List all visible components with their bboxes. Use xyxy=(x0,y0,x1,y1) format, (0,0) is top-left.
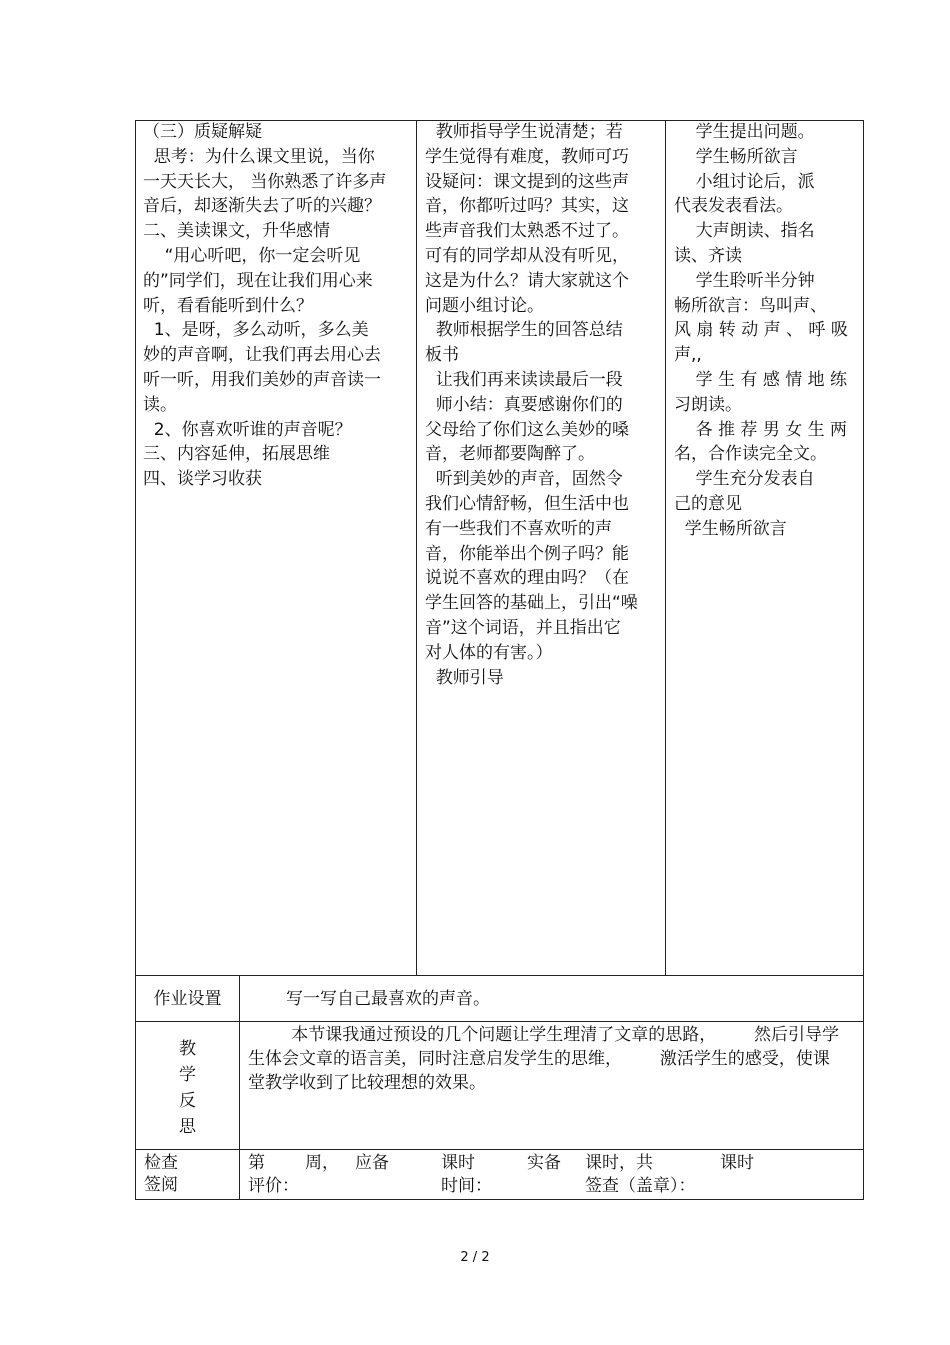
content-line: 学生回答的基础上，引出“噪 xyxy=(425,593,638,614)
content-line: 学生觉得有难度，教师可巧 xyxy=(425,146,629,167)
content-line: 音”这个词语，并且指出它 xyxy=(425,617,621,638)
content-line: 听到美妙的声音，固然令 xyxy=(425,469,623,490)
week-label: 第 xyxy=(248,1153,265,1173)
content-line: 设疑问：课文提到的这些声 xyxy=(425,171,629,192)
content-line: 教师引导 xyxy=(425,667,504,688)
reflection-label-char: 思 xyxy=(179,1117,196,1137)
lesson-hours-unit: 课时 xyxy=(720,1153,754,1173)
content-line: 各 推 荐 男 女 生 两 xyxy=(674,419,848,440)
content-line: “用心听吧，你一定会听见 xyxy=(143,245,361,266)
content-line: 三、内容延伸，拓展思维 xyxy=(143,444,330,465)
row-divider xyxy=(135,1021,864,1022)
content-line: 己的意见 xyxy=(674,493,742,514)
homework-content xyxy=(286,976,846,1021)
content-line: 可有的同学却从没有听见， xyxy=(425,245,629,266)
lesson-hours-label: 课时 xyxy=(441,1153,475,1173)
content-line: 学生畅所欲言 xyxy=(674,518,787,539)
column-divider xyxy=(416,120,417,975)
content-line: 有一些我们不喜欢听的声 xyxy=(425,518,612,539)
page-number: 2 / 2 xyxy=(460,1250,490,1265)
content-line: 这是为什么？请大家就这个 xyxy=(425,270,629,291)
content-line: 2、你喜欢听谁的声音呢？ xyxy=(143,419,352,440)
content-line: 音后，却逐渐失去了听的兴趣？ xyxy=(143,196,381,217)
homework-content-text: 写一写自己最喜欢的声音。 xyxy=(286,988,490,1009)
reflection-label xyxy=(136,1036,239,1140)
week-suffix: 周， xyxy=(305,1153,339,1173)
content-line: 音，你都听过吗？其实，这 xyxy=(425,196,629,217)
content-line: 我们心情舒畅，但生活中也 xyxy=(425,493,629,514)
content-line: 名，合作读完全文。 xyxy=(674,444,827,465)
content-line: 说说不喜欢的理由吗？（在 xyxy=(425,568,629,589)
reflection-content xyxy=(248,1023,860,1095)
lesson-hours-total-label: 课时，共 xyxy=(585,1153,653,1173)
content-line: 教师根据学生的回答总结 xyxy=(425,320,623,341)
column-divider xyxy=(665,120,666,975)
reflection-line: 堂教学收到了比较理想的效果。 xyxy=(248,1073,486,1093)
reflection-line: 本节课我通过预设的几个问题让学生理清了文章的思路， 然后引导学 xyxy=(248,1025,840,1045)
teaching-content-column xyxy=(143,120,413,492)
content-line: 畅所欲言：鸟叫声、 xyxy=(674,295,827,316)
label-divider xyxy=(239,975,240,1200)
content-line: 听，看看能听到什么？ xyxy=(143,295,313,316)
reflection-line: 生体会文章的语言美，同时注意启发学生的思维， 激活学生的感受，使课 xyxy=(248,1049,830,1069)
content-line: 音，老师都要陶醉了。 xyxy=(425,444,595,465)
time-label: 时间： xyxy=(441,1176,492,1196)
content-line: 些声音我们太熟悉不过了。 xyxy=(425,221,629,242)
content-line: 学 生 有 感 情 地 练 xyxy=(674,369,848,390)
content-line: 对人体的有害。） xyxy=(425,642,553,663)
content-line: 父母给了你们这么美妙的嗓 xyxy=(425,419,629,440)
content-line: 大声朗读、指名 xyxy=(674,221,815,242)
content-line: 学生提出问题。 xyxy=(674,122,815,142)
content-line: 读、齐读 xyxy=(674,245,742,266)
check-label-line: 检查 xyxy=(144,1153,178,1173)
content-line: 二、美读课文，升华感情 xyxy=(143,221,330,242)
content-line: 的”同学们，现在让我们用心来 xyxy=(143,270,373,291)
content-line: （三）质疑解疑 xyxy=(143,122,262,142)
homework-label-text: 作业设置 xyxy=(153,988,222,1009)
content-line: 师小结：真要感谢你们的 xyxy=(425,394,623,415)
student-activity-column xyxy=(674,120,860,542)
reflection-label-char: 学 xyxy=(179,1065,196,1085)
content-line: 小组讨论后，派 xyxy=(674,171,815,192)
content-line: 学生充分发表自 xyxy=(674,469,815,490)
content-line: 四、谈学习收获 xyxy=(143,469,262,490)
content-line: 问题小组讨论。 xyxy=(425,295,544,316)
content-line: 学生畅所欲言 xyxy=(674,146,798,167)
content-line: 听一听，用我们美妙的声音读一 xyxy=(143,369,381,390)
content-line: 学生聆听半分钟 xyxy=(674,270,815,291)
content-line: 风 扇 转 动 声 、 呼 吸 xyxy=(674,320,848,341)
content-line: 习朗读。 xyxy=(674,394,742,415)
reflection-label-char: 反 xyxy=(179,1091,196,1111)
content-line: 读。 xyxy=(143,394,177,415)
row-divider xyxy=(135,1149,864,1150)
content-line: 妙的声音啊，让我们再去用心去 xyxy=(143,345,381,366)
content-line: 音，你能举出个例子吗？能 xyxy=(425,543,629,564)
stamp-label: 签查（盖章）： xyxy=(585,1176,696,1196)
content-line: 声,, xyxy=(674,345,702,366)
check-label xyxy=(144,1152,178,1196)
content-line: 教师指导学生说清楚；若 xyxy=(425,122,623,142)
evaluation-label: 评价： xyxy=(248,1176,299,1196)
content-line: 一天天长大， 当你熟悉了许多声 xyxy=(143,171,387,192)
content-line: 1、是呀，多么动听，多么美 xyxy=(143,320,369,341)
actual-prep-label: 实备 xyxy=(527,1153,561,1173)
teacher-activity-column xyxy=(425,120,661,690)
required-prep-label: 应备 xyxy=(355,1153,389,1173)
content-line: 代表发表看法。 xyxy=(674,196,793,217)
content-line: 板书 xyxy=(425,345,459,366)
reflection-label-char: 教 xyxy=(179,1039,196,1059)
check-label-line: 签阅 xyxy=(144,1175,178,1195)
content-line: 让我们再来读读最后一段 xyxy=(425,369,623,390)
content-line: 思考：为什么课文里说，当你 xyxy=(143,146,375,167)
homework-label xyxy=(136,976,239,1021)
